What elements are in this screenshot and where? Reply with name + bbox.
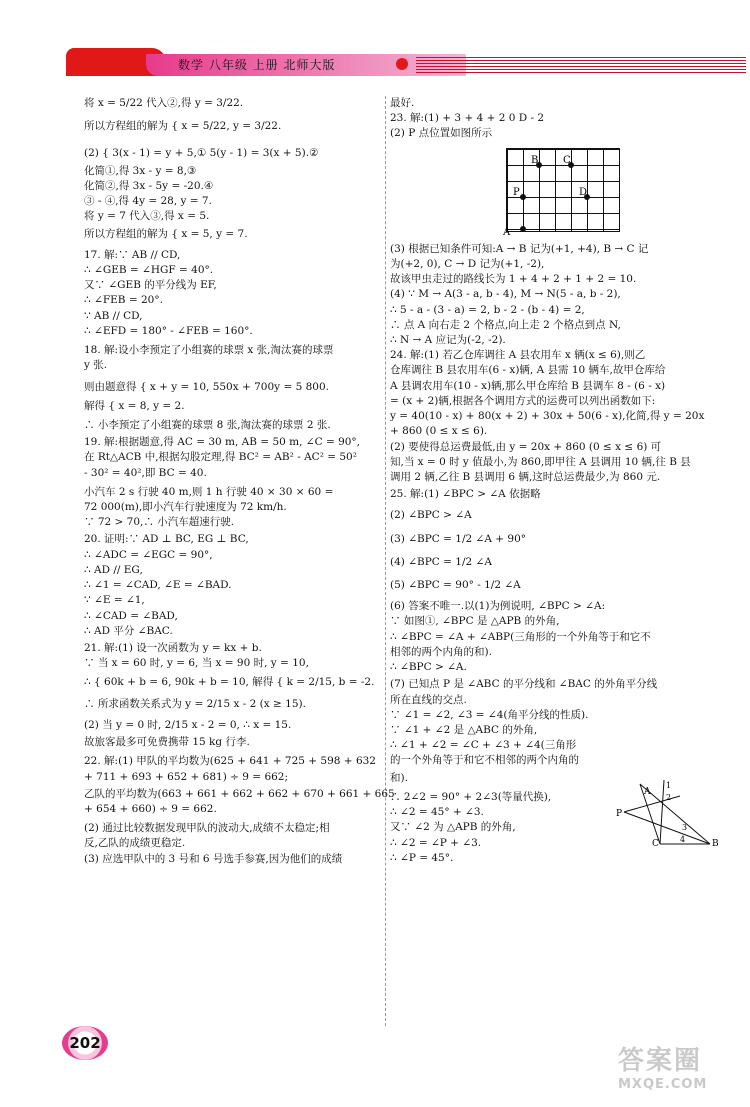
- right-line: (7) 已知点 P 是 ∠ABC 的平分线和 ∠BAC 的外角平分线: [390, 678, 658, 691]
- left-line: 18. 解:设小李预定了小组赛的球票 x 张,淘汰赛的球票: [84, 344, 334, 357]
- right-line: (4) ∠BPC = 1/2 ∠A: [390, 555, 492, 568]
- fig-label-1: 1: [666, 781, 672, 790]
- left-line: 将 y = 7 代入③,得 x = 5.: [84, 210, 210, 223]
- grid-label-p: P: [513, 187, 520, 198]
- right-line: (2) 要使得总运费最低,由 y = 20x + 860 (0 ≤ x ≤ 6) 可: [390, 440, 662, 453]
- left-line: ∵ ∠E = ∠1,: [84, 594, 145, 607]
- right-line: ∵ ∠1 + ∠2 是 △ABC 的外角,: [390, 724, 538, 736]
- header-dot: [396, 58, 408, 70]
- right-line: (6) 答案不唯一.以(1)为例说明, ∠BPC > ∠A:: [390, 600, 606, 613]
- right-line: ∴ ∠2 = 45° + ∠3.: [390, 806, 484, 819]
- left-line: - 30² = 40²,即 BC = 40.: [84, 466, 207, 479]
- right-line: 相邻的两个内角的和).: [390, 645, 492, 658]
- left-line: 则由题意得 { x + y = 10, 550x + 700y = 5 800.: [84, 380, 329, 393]
- left-line: ∴ ∠EFD = 180° - ∠FEB = 160°.: [84, 324, 253, 337]
- watermark: [618, 1040, 738, 1096]
- right-line: ∴ 点 A 向右走 2 个格点,向上走 2 个格点到点 N,: [390, 318, 621, 331]
- left-line: + 711 + 693 + 652 + 681) ÷ 9 = 662;: [84, 770, 289, 783]
- right-line: (4) ∵ M → A(3 - a, b - 4), M → N(5 - a, b - 2),: [390, 288, 621, 301]
- right-line: 24. 解:(1) 若乙仓库调往 A 县农用车 x 辆(x ≤ 6),则乙: [390, 349, 646, 362]
- watermark-logo: 答案圈: [618, 1046, 703, 1076]
- left-line: (2) 当 y = 0 时, 2/15 x - 2 = 0, ∴ x = 15.: [84, 718, 292, 731]
- grid-label-b: B: [531, 155, 539, 166]
- page-number: 202: [62, 1026, 108, 1060]
- right-line: 23. 解:(1) + 3 + 4 + 2 0 D - 2: [390, 112, 545, 125]
- right-line: + 860 (0 ≤ x ≤ 6).: [390, 425, 488, 438]
- right-line: 和).: [390, 771, 408, 784]
- right-line: ∴ ∠1 + ∠2 = ∠C + ∠3 + ∠4(三角形: [390, 739, 577, 752]
- grid-point-a: [520, 226, 526, 232]
- grid-label-c: C: [563, 155, 571, 166]
- fig-label-c: C: [652, 839, 659, 849]
- right-line: ∴ ∠P = 45°.: [390, 851, 454, 864]
- fig-line-ext: [660, 780, 664, 844]
- left-line: (3) 应选甲队中的 3 号和 6 号选手参赛,因为他们的成绩: [84, 852, 343, 865]
- fig-line-pa: [624, 796, 680, 812]
- right-line: 知,当 x = 0 时 y 值最小,为 860,即甲往 A 县调用 10 辆,往 B 县: [390, 455, 691, 468]
- right-line: 25. 解:(1) ∠BPC > ∠A 依据略: [390, 488, 541, 501]
- right-line: (2) P 点位置如图所示: [390, 127, 493, 140]
- right-line: ∵ ∠1 = ∠2, ∠3 = ∠4(角平分线的性质).: [390, 708, 589, 721]
- watermark-url: MXQE.COM: [618, 1077, 708, 1092]
- triangle-figure: [616, 778, 720, 849]
- grid-label-d: D: [579, 187, 588, 198]
- grid-label-a: A: [503, 227, 511, 238]
- left-line: 19. 解:根据题意,得 AC = 30 m, AB = 50 m, ∠C = 90°,: [84, 436, 361, 449]
- grid-point-p: [520, 194, 526, 200]
- fig-label-p: P: [616, 809, 623, 819]
- left-line: ∴ 所求函数关系式为 y = 2/15 x - 2 (x ≥ 15).: [84, 697, 306, 710]
- right-line: ∴ ∠BPC = ∠A + ∠ABP(三角形的一个外角等于和它不: [390, 630, 651, 643]
- right-line: (5) ∠BPC = 90° - 1/2 ∠A: [390, 579, 521, 592]
- right-line: 故该甲虫走过的路线长为 1 + 4 + 2 + 1 + 2 = 10.: [390, 273, 637, 286]
- right-line: ∴ 2∠2 = 90° + 2∠3(等量代换),: [390, 790, 552, 803]
- left-line: 解得 { x = 8, y = 2.: [84, 399, 185, 412]
- left-line: 反,乙队的成绩更稳定.: [84, 837, 186, 850]
- left-line: 化简②,得 3x - 5y = -20.④: [84, 179, 214, 192]
- grid-figure: [503, 148, 620, 238]
- right-line: (3) 根据已知条件可知:A → B 记为(+1, +4), B → C 记: [390, 242, 649, 255]
- left-line: 小汽车 2 s 行驶 40 m,则 1 h 行驶 40 × 30 × 60 =: [84, 485, 334, 498]
- left-line: ∴ 小李预定了小组赛的球票 8 张,淘汰赛的球票 2 张.: [84, 418, 331, 431]
- left-line: ∴ AD // EG,: [84, 563, 143, 576]
- left-line: 又∵ ∠GEB 的平分线为 EF,: [84, 279, 217, 292]
- right-line: ∴ N → A 应记为(-2, -2).: [390, 333, 506, 346]
- left-line: ③ - ④,得 4y = 28, y = 7.: [84, 195, 212, 208]
- right-line: 的一个外角等于和它不相邻的两个内角的: [390, 754, 579, 767]
- header-title: 数学 八年级 上册 北师大版: [178, 58, 336, 72]
- right-line: ∴ ∠2 = ∠P + ∠3.: [390, 836, 482, 849]
- left-line: ∴ ∠FEB = 20°.: [84, 294, 163, 307]
- right-line: (2) ∠BPC > ∠A: [390, 509, 472, 522]
- left-line: 17. 解:∵ AB // CD,: [84, 248, 181, 261]
- right-line: 仓库调往 B 县农用车(6 - x)辆, A 县需 10 辆车,故甲仓库给: [390, 364, 666, 377]
- fig-label-b: B: [712, 839, 719, 849]
- left-line: 20. 证明:∵ AD ⊥ BC, EG ⊥ BC,: [84, 533, 249, 546]
- fig-label-3: 3: [682, 823, 688, 832]
- right-line: y = 40(10 - x) + 80(x + 2) + 30x + 50(6 - x),化简,得 y = 20x: [390, 410, 705, 423]
- left-line: ∵ AB // CD,: [84, 309, 143, 322]
- left-line: ∵ 当 x = 60 时, y = 6, 当 x = 90 时, y = 10,: [84, 657, 309, 670]
- left-line: (2) { 3(x - 1) = y + 5,① 5(y - 1) = 3(x + 5).②: [84, 147, 319, 160]
- left-line: 72 000(m),即小汽车行驶速度为 72 km/h.: [84, 501, 287, 514]
- right-line: 最好.: [390, 97, 415, 109]
- fig-line-pb: [624, 812, 710, 844]
- left-line: ∴ ∠1 = ∠CAD, ∠E = ∠BAD.: [84, 579, 232, 592]
- left-line: 22. 解:(1) 甲队的平均数为(625 + 641 + 725 + 598 + 632: [84, 755, 376, 768]
- left-line: (2) 通过比较数据发现甲队的波动大,成绩不太稳定;相: [84, 822, 330, 835]
- left-line: ∴ AD 平分 ∠BAC.: [84, 624, 173, 637]
- left-line: 乙队的平均数为(663 + 661 + 662 + 662 + 670 + 661 + 665: [84, 787, 395, 800]
- left-line: 故旅客最多可免费携带 15 kg 行李.: [84, 736, 250, 749]
- column-divider: [385, 96, 386, 1026]
- right-line: 调用 2 辆,乙往 B 县调用 6 辆,这时总运费最少,为 860 元.: [390, 470, 661, 483]
- fig-label-a: A: [644, 787, 651, 797]
- left-line: ∴ ∠GEB = ∠HGF = 40°.: [84, 263, 214, 276]
- left-line: + 654 + 660) ÷ 9 = 662.: [84, 802, 217, 815]
- right-line: = (x + 2)辆,根据各个调用方式的运费可以列出函数如下:: [390, 394, 656, 407]
- left-line: 在 Rt△ACB 中,根据勾股定理,得 BC² = AB² - AC² = 50²: [84, 451, 357, 464]
- left-column: [84, 96, 395, 867]
- left-line: ∵ 72 > 70,∴ 小汽车超速行驶.: [84, 516, 235, 529]
- left-line: 21. 解:(1) 设一次函数为 y = kx + b.: [84, 642, 262, 654]
- right-line: ∵ 如图①, ∠BPC 是 △APB 的外角,: [390, 615, 560, 628]
- left-line: 所以方程组的解为 { x = 5, y = 7.: [84, 227, 248, 240]
- left-line: 所以方程组的解为 { x = 5/22, y = 3/22.: [84, 120, 282, 133]
- grid-overlay: [503, 149, 619, 238]
- left-line: ∴ ∠CAD = ∠BAD,: [84, 609, 178, 622]
- right-line: ∴ 5 - a - (3 - a) = 2, b - 2 - (b - 4) = 2,: [390, 303, 585, 316]
- right-line: 为(+2, 0), C → D 记为(+1, -2),: [390, 257, 545, 270]
- page-header: [66, 44, 746, 80]
- fig-label-4: 4: [680, 835, 686, 844]
- left-line: 化简①,得 3x - y = 8,③: [84, 164, 197, 177]
- fig-label-2: 2: [666, 793, 672, 802]
- right-line: ∴ ∠BPC > ∠A.: [390, 661, 467, 674]
- left-line: y 张.: [84, 359, 108, 372]
- right-line: 又∵ ∠2 为 △APB 的外角,: [390, 821, 516, 834]
- header-stripes: [416, 57, 746, 73]
- right-line: 所在直线的交点.: [390, 693, 467, 706]
- left-line: 将 x = 5/22 代入②,得 y = 3/22.: [84, 97, 244, 109]
- left-line: ∴ { 60k + b = 6, 90k + b = 10, 解得 { k = 2/15, b = -2.: [84, 676, 375, 689]
- left-line: ∴ ∠ADC = ∠EGC = 90°,: [84, 548, 213, 561]
- right-line: A 县调农用车(10 - x)辆,那么甲仓库给 B 县调车 8 - (6 - x): [390, 379, 666, 392]
- right-line: (3) ∠BPC = 1/2 ∠A + 90°: [390, 532, 526, 545]
